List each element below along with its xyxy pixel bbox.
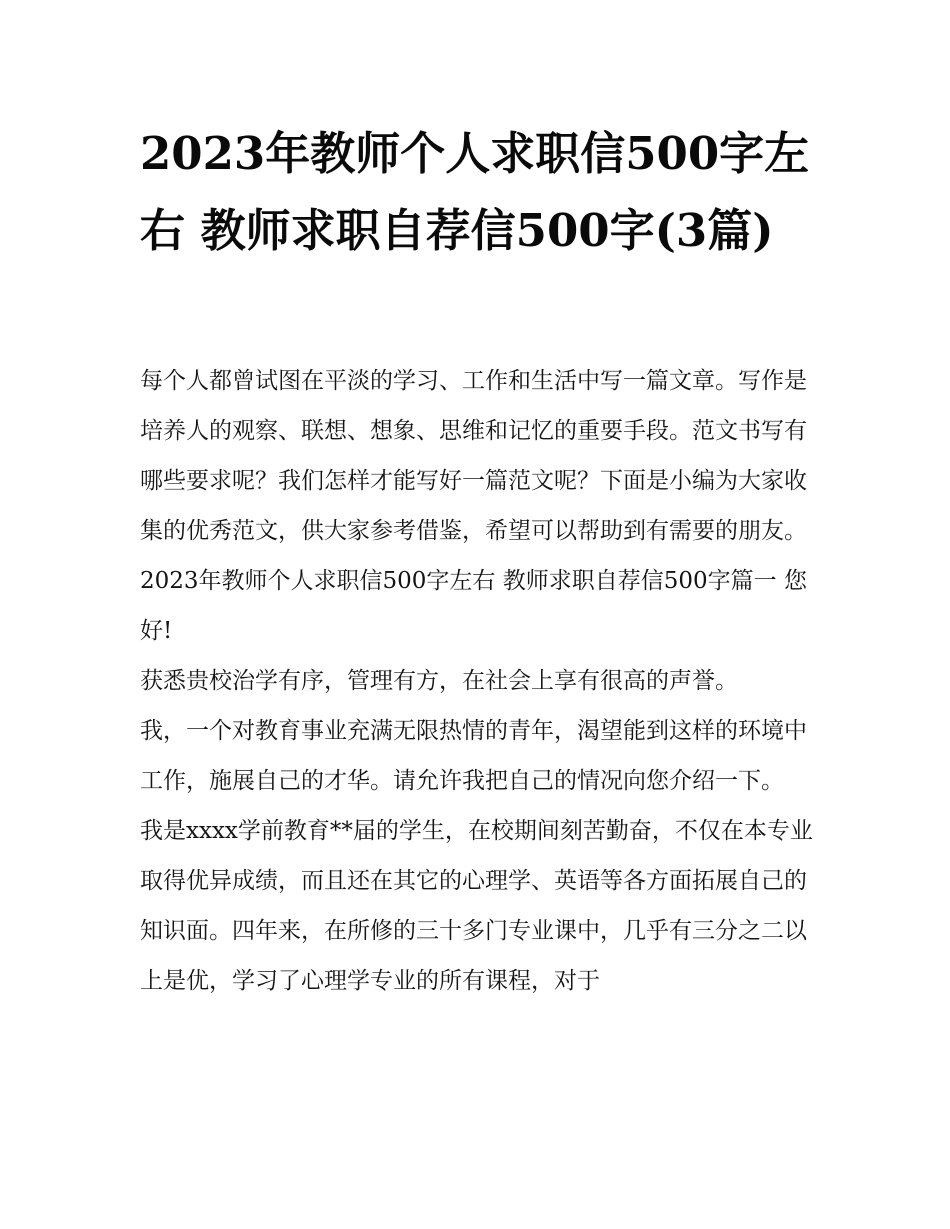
- body-paragraph: 我，一个对教育事业充满无限热情的青年，渴望能到这样的环境中工作，施展自己的才华。请允许我把自己的情况向您介绍一下。: [140, 718, 807, 794]
- body-paragraph: 我是xxxx学前教育**届的学生，在校期间刻苦勤奋，不仅在本专业取得优异成绩，而且还在其它的心理学、英语等各方面拓展自己的知识面。四年来，在所修的三十多门专业课中，几乎有三分之二以上是优，学习了心理学专业的所有课程，对于: [140, 818, 813, 994]
- document-title: 2023年教师个人求职信500字左右 教师求职自荐信500字(3篇): [140, 127, 810, 257]
- body-paragraph: 获悉贵校治学有序，管理有方，在社会上享有很高的声誉。: [140, 668, 738, 694]
- intro-paragraph: 每个人都曾试图在平淡的学习、工作和生活中写一篇文章。写作是培养人的观察、联想、想象、思维和记忆的重要手段。范文书写有哪些要求呢？我们怎样才能写好一篇范文呢？下面是小编为大家收集的优秀范文，供大家参考借鉴，希望可以帮助到有需要的朋友。: [140, 368, 807, 544]
- document-body: [140, 356, 815, 1006]
- section-heading-paragraph: 2023年教师个人求职信500字左右 教师求职自荐信500字篇一 您好!: [140, 568, 807, 644]
